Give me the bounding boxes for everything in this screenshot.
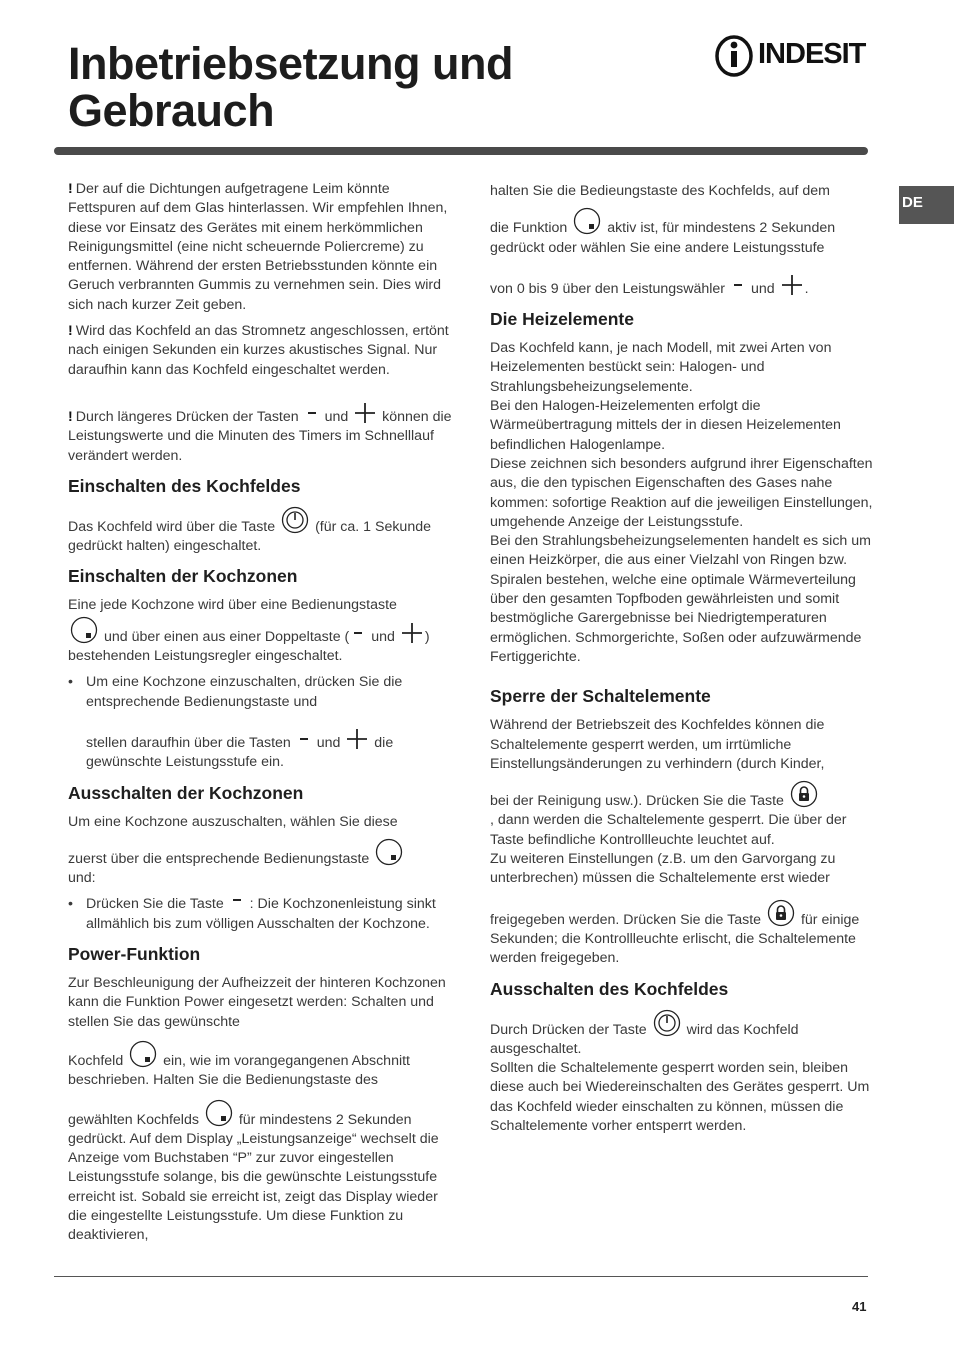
warning-signal xyxy=(68,322,452,380)
ez-bullet-text-b: stellen daraufhin über die Tasten xyxy=(86,734,291,751)
az-text-b: zuerst über die entsprechende Bedienungstaste xyxy=(68,850,370,867)
minus-icon xyxy=(351,629,365,643)
sp-text-c: , dann werden die Schaltelemente gesperrt. Die über der Taste befindliche Kontrollleuchte leuchtet auf. Zu weiteren Einstellungen (z.B. um den Garvorgang zu unterbrechen) müssen die Schaltelemente erst wieder xyxy=(490,812,847,887)
ez-text-b: und über einen aus einer Doppeltaste ( xyxy=(103,628,350,645)
az-text-c: und: xyxy=(68,870,96,887)
pw-text-h: aktiv ist, für mindestens 2 Sekunden gedrückt oder wählen Sie eine andere Leistungsstufe xyxy=(490,220,836,256)
page-number: 41 xyxy=(852,1299,867,1314)
sp-text-b: bei der Reinigung usw.). Drücken Sie die Taste xyxy=(490,793,784,810)
sp-text-d: freigegeben werden. Drücken Sie die Taste xyxy=(490,911,762,928)
zone-select-icon xyxy=(375,838,403,866)
ausschalten-kochzonen-text xyxy=(68,813,452,889)
heading-einschalten-kochzonen: Einschalten der Kochzonen xyxy=(68,566,298,587)
brand-name: INDESIT xyxy=(758,38,866,70)
heading-einschalten-kochfeld: Einschalten des Kochfeldes xyxy=(68,475,301,496)
ez-text-d: bestehenden Leistungsregler eingeschaltet. xyxy=(68,648,343,665)
minus-icon xyxy=(297,735,311,749)
footer-divider xyxy=(54,1276,868,1277)
minus-icon xyxy=(230,896,244,910)
ek-text-b: (für ca. 1 Sekunde gedrückt halten) eingeschaltet. xyxy=(68,518,431,555)
brand-logo xyxy=(714,34,870,78)
page-title xyxy=(68,40,513,134)
pw-text-i: von 0 bis 9 über den Leistungswähler xyxy=(490,280,726,297)
pw-text-f: halten Sie die Bedieungstaste des Kochfelds, auf dem xyxy=(490,183,830,199)
plus-icon xyxy=(346,728,368,750)
sp-text-e: für einige Sekunden; die Kontrollleuchte erlischt, die Schaltelemente werden freigegeben. xyxy=(490,911,860,967)
az-bullet-text-b: : Die Kochzonenleistung sinkt allmählich bis zum völligen Ausschalten der Kochzone. xyxy=(86,896,436,932)
title-line-2: Gebrauch xyxy=(68,85,275,136)
pw-text-c: ein, wie im vorangegangenen Abschnitt beschrieben. Halten Sie die Bedienungstaste des xyxy=(68,1052,410,1089)
und-text: und xyxy=(371,628,395,645)
bullet-dot: • xyxy=(68,896,73,913)
ak-text-b: wird das Kochfeld ausgeschaltet. Sollten die Schaltelemente gesperrt worden sein, bleiben diese auch bei Wiedereinschalten des Gerätes gesperrt. Um das Kochfeld wieder einschalten zu können, müssen die Schaltelemente vorher entsperrt werden. xyxy=(490,1021,870,1134)
left-column xyxy=(68,180,452,1253)
warning-glue xyxy=(68,180,452,315)
heizelemente-text: Das Kochfeld kann, je nach Modell, mit zwei Arten von Heizelementen bestückt sein: Halogen- und Strahlungsbeheizungselemente. Bei den Halogen-Heizelementen erfolgt die Wärmeübertragung mittels der in diesen Heizelementen befindlichen Halogenlampe. Diese zeichnen sich besonders aufgrund ihrer Eigenschaften aus, die den typischen Eigenschaften des Gases nahe kommen: sofortige Reaktion auf die jeweiligen Einstellungen, umgehende Anzeige der Leistungsstufe. Bei den Strahlungsbeheizungselementen handelt es sich um einen Heizkörper, die aus einer Vielzahl von Ringen bzw. Spiralen bestehen, welche eine optimale Wärmeverteilung über den gesamten Topfboden gewährleisten und somit bestmögliche Garergebnisse bei Niedrigtemperaturen ermöglichen. Schmorgerichte, Soßen oder aufzuwärmende Fertiggerichte. xyxy=(490,340,873,665)
az-text-a: Um eine Kochzone auszuschalten, wählen Sie diese xyxy=(68,813,398,830)
list-item xyxy=(68,895,452,934)
power-button-icon xyxy=(281,506,309,534)
zone-select-icon xyxy=(70,616,98,644)
header-divider xyxy=(54,147,868,155)
indesit-logo-icon xyxy=(714,34,754,78)
ez-text-a: Eine jede Kochzone wird über eine Bedienungstaste xyxy=(68,597,397,614)
heading-sperre: Sperre der Schaltelemente xyxy=(490,686,711,707)
pw-text-g: die Funktion xyxy=(490,220,568,237)
zone-select-icon xyxy=(205,1099,233,1127)
pw-text-d: gewählten Kochfelds xyxy=(68,1111,199,1128)
minus-icon xyxy=(305,409,319,423)
power-funktion-continued xyxy=(490,182,874,299)
az-bullet-text-a: Drücken Sie die Taste xyxy=(86,896,224,913)
title-line-1: Inbetriebsetzung und xyxy=(68,38,513,89)
warning-mark: ! xyxy=(68,181,73,197)
lock-icon xyxy=(767,899,795,927)
list-item xyxy=(68,673,452,772)
ak-text-a: Durch Drücken der Taste xyxy=(490,1021,647,1038)
heading-ausschalten-kochzonen: Ausschalten der Kochzonen xyxy=(68,782,304,803)
zone-select-icon xyxy=(129,1040,157,1068)
ez-text-c: ) xyxy=(424,628,430,645)
sp-text-a: Während der Betriebszeit des Kochfeldes können die Schaltelemente gesperrt werden, um irrtümliche Einstellungsänderungen zu verhindern (durch Kinder, xyxy=(490,717,825,772)
pw-text-b: Kochfeld xyxy=(68,1052,124,1069)
minus-icon xyxy=(731,281,745,295)
bullet-dot: • xyxy=(68,674,73,691)
warning-mark: ! xyxy=(68,408,73,425)
pw-text-e: für mindestens 2 Sekunden gedrückt. Auf dem Display „Leistungsanzeige“ wechselt die Anzeige vom Buchstaben “P” zur zuvor eingestellen Leistungsstufe solange, bis die gewünschte Leistungsstufe erreicht ist. Sobald sie erreicht ist, zeigt das Display wieder die eingestellte Leistungsstufe. Um diese Funktion zu deaktivieren, xyxy=(68,1111,439,1244)
pw-text-a: Zur Beschleunigung der Aufheizzeit der hinteren Kochzonen kann die Funktion Power eingesetzt werden: Schalten und stellen Sie das gewünschte xyxy=(68,975,446,1030)
warning-long-press-text-2: können die Leistungswerte und die Minuten des Timers im Schnelllauf verändert werden. xyxy=(68,408,452,464)
heading-power-funktion: Power-Funktion xyxy=(68,944,201,965)
und-text: und xyxy=(750,280,775,297)
ez-bullet-text-a: Um eine Kochzone einzuschalten, drücken Sie die entsprechende Bedienungstaste und xyxy=(86,674,403,710)
language-tab: DE xyxy=(899,186,954,224)
lock-icon xyxy=(790,780,818,808)
und-text: und xyxy=(316,734,341,751)
ausschalten-kochfeld-text xyxy=(490,1009,874,1137)
right-column xyxy=(490,182,874,1143)
und-text: und xyxy=(324,408,349,425)
warning-glue-text: Der auf die Dichtungen aufgetragene Leim könnte Fettspuren auf dem Glas hinterlassen. Wir empfehlen Ihnen, diese vor Einsatz des Gerätes mit einem herkömmlichen Reinigungsmittel (eine nicht scheuernde Poliercreme) zu entfernen. Während der ersten Betriebsstunden könnte ein Geruch verbrannten Gummis zu vernehmen sein. Dies wird sich nach kurzer Zeit geben. xyxy=(68,181,448,313)
plus-icon xyxy=(354,402,376,424)
einschalten-kochfeld-text xyxy=(68,506,452,557)
ez-bullet-text-c: die gewünschte Leistungsstufe ein. xyxy=(86,734,394,771)
heading-ausschalten-kochfeld: Ausschalten des Kochfeldes xyxy=(490,978,729,999)
sperre-text xyxy=(490,716,874,968)
ek-text-a: Das Kochfeld wird über die Taste xyxy=(68,518,276,535)
warning-mark: ! xyxy=(68,323,73,340)
warning-signal-text: Wird das Kochfeld an das Stromnetz angeschlossen, ertönt nach einigen Sekunden ein kurzes akustisches Signal. Nur daraufhin kann das Kochfeld eingeschaltet werden. xyxy=(68,323,449,378)
power-button-icon xyxy=(653,1009,681,1037)
zone-select-icon xyxy=(573,207,601,235)
plus-icon xyxy=(781,274,803,296)
einschalten-kochzonen-text xyxy=(68,596,452,666)
power-funktion-text xyxy=(68,974,452,1246)
period-text: . xyxy=(804,280,809,297)
warning-long-press-text: Durch längeres Drücken der Tasten xyxy=(75,408,299,425)
heading-heizelemente: Die Heizelemente xyxy=(490,309,634,330)
plus-icon xyxy=(401,622,423,644)
warning-long-press xyxy=(68,402,452,466)
